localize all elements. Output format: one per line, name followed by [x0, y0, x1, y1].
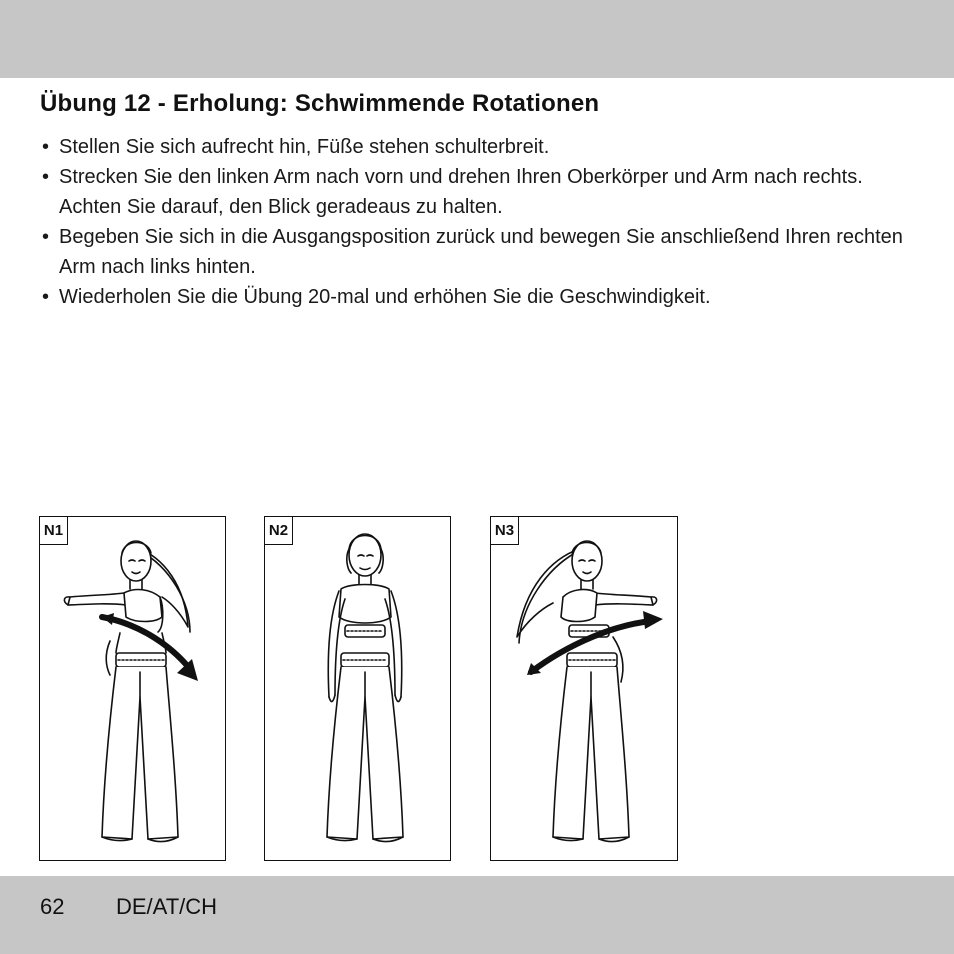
figure-arm-rotation-right [40, 517, 225, 860]
list-item-text: Wiederholen Sie die Übung 20-mal und erhöhen Sie die Geschwindigkeit. [59, 286, 711, 308]
top-band [0, 0, 954, 78]
bullet-dot: • [42, 166, 50, 188]
illustration-panel-n3 [490, 516, 678, 861]
list-item [40, 132, 920, 162]
region-code: DE/AT/CH [116, 894, 218, 919]
bullet-dot: • [42, 226, 50, 248]
bullet-dot: • [42, 136, 50, 158]
page-title: Übung 12 - Erholung: Schwimmende Rotationen [40, 90, 600, 117]
list-item [40, 282, 920, 312]
list-item-text: Begeben Sie sich in die Ausgangsposition zurück und bewegen Sie anschließend Ihren rechten Arm nach links hinten. [59, 226, 903, 278]
panel-label: N3 [491, 517, 519, 545]
illustration-panel-n2 [264, 516, 451, 861]
figure-starting-position [265, 517, 450, 860]
list-item-text: Stellen Sie sich aufrecht hin, Füße stehen schulterbreit. [59, 136, 550, 158]
list-item [40, 222, 920, 282]
panel-label: N1 [40, 517, 68, 545]
figure-arm-rotation-left [491, 517, 677, 860]
list-item [40, 162, 920, 222]
instruction-list [40, 132, 920, 312]
page-number: 62 [40, 894, 65, 919]
bullet-dot: • [42, 286, 50, 308]
panel-label: N2 [265, 517, 293, 545]
illustration-panel-n1 [39, 516, 226, 861]
list-item-text: Strecken Sie den linken Arm nach vorn und drehen Ihren Oberkörper und Arm nach rechts. Achten Sie darauf, den Blick geradeaus zu halten. [59, 166, 863, 218]
